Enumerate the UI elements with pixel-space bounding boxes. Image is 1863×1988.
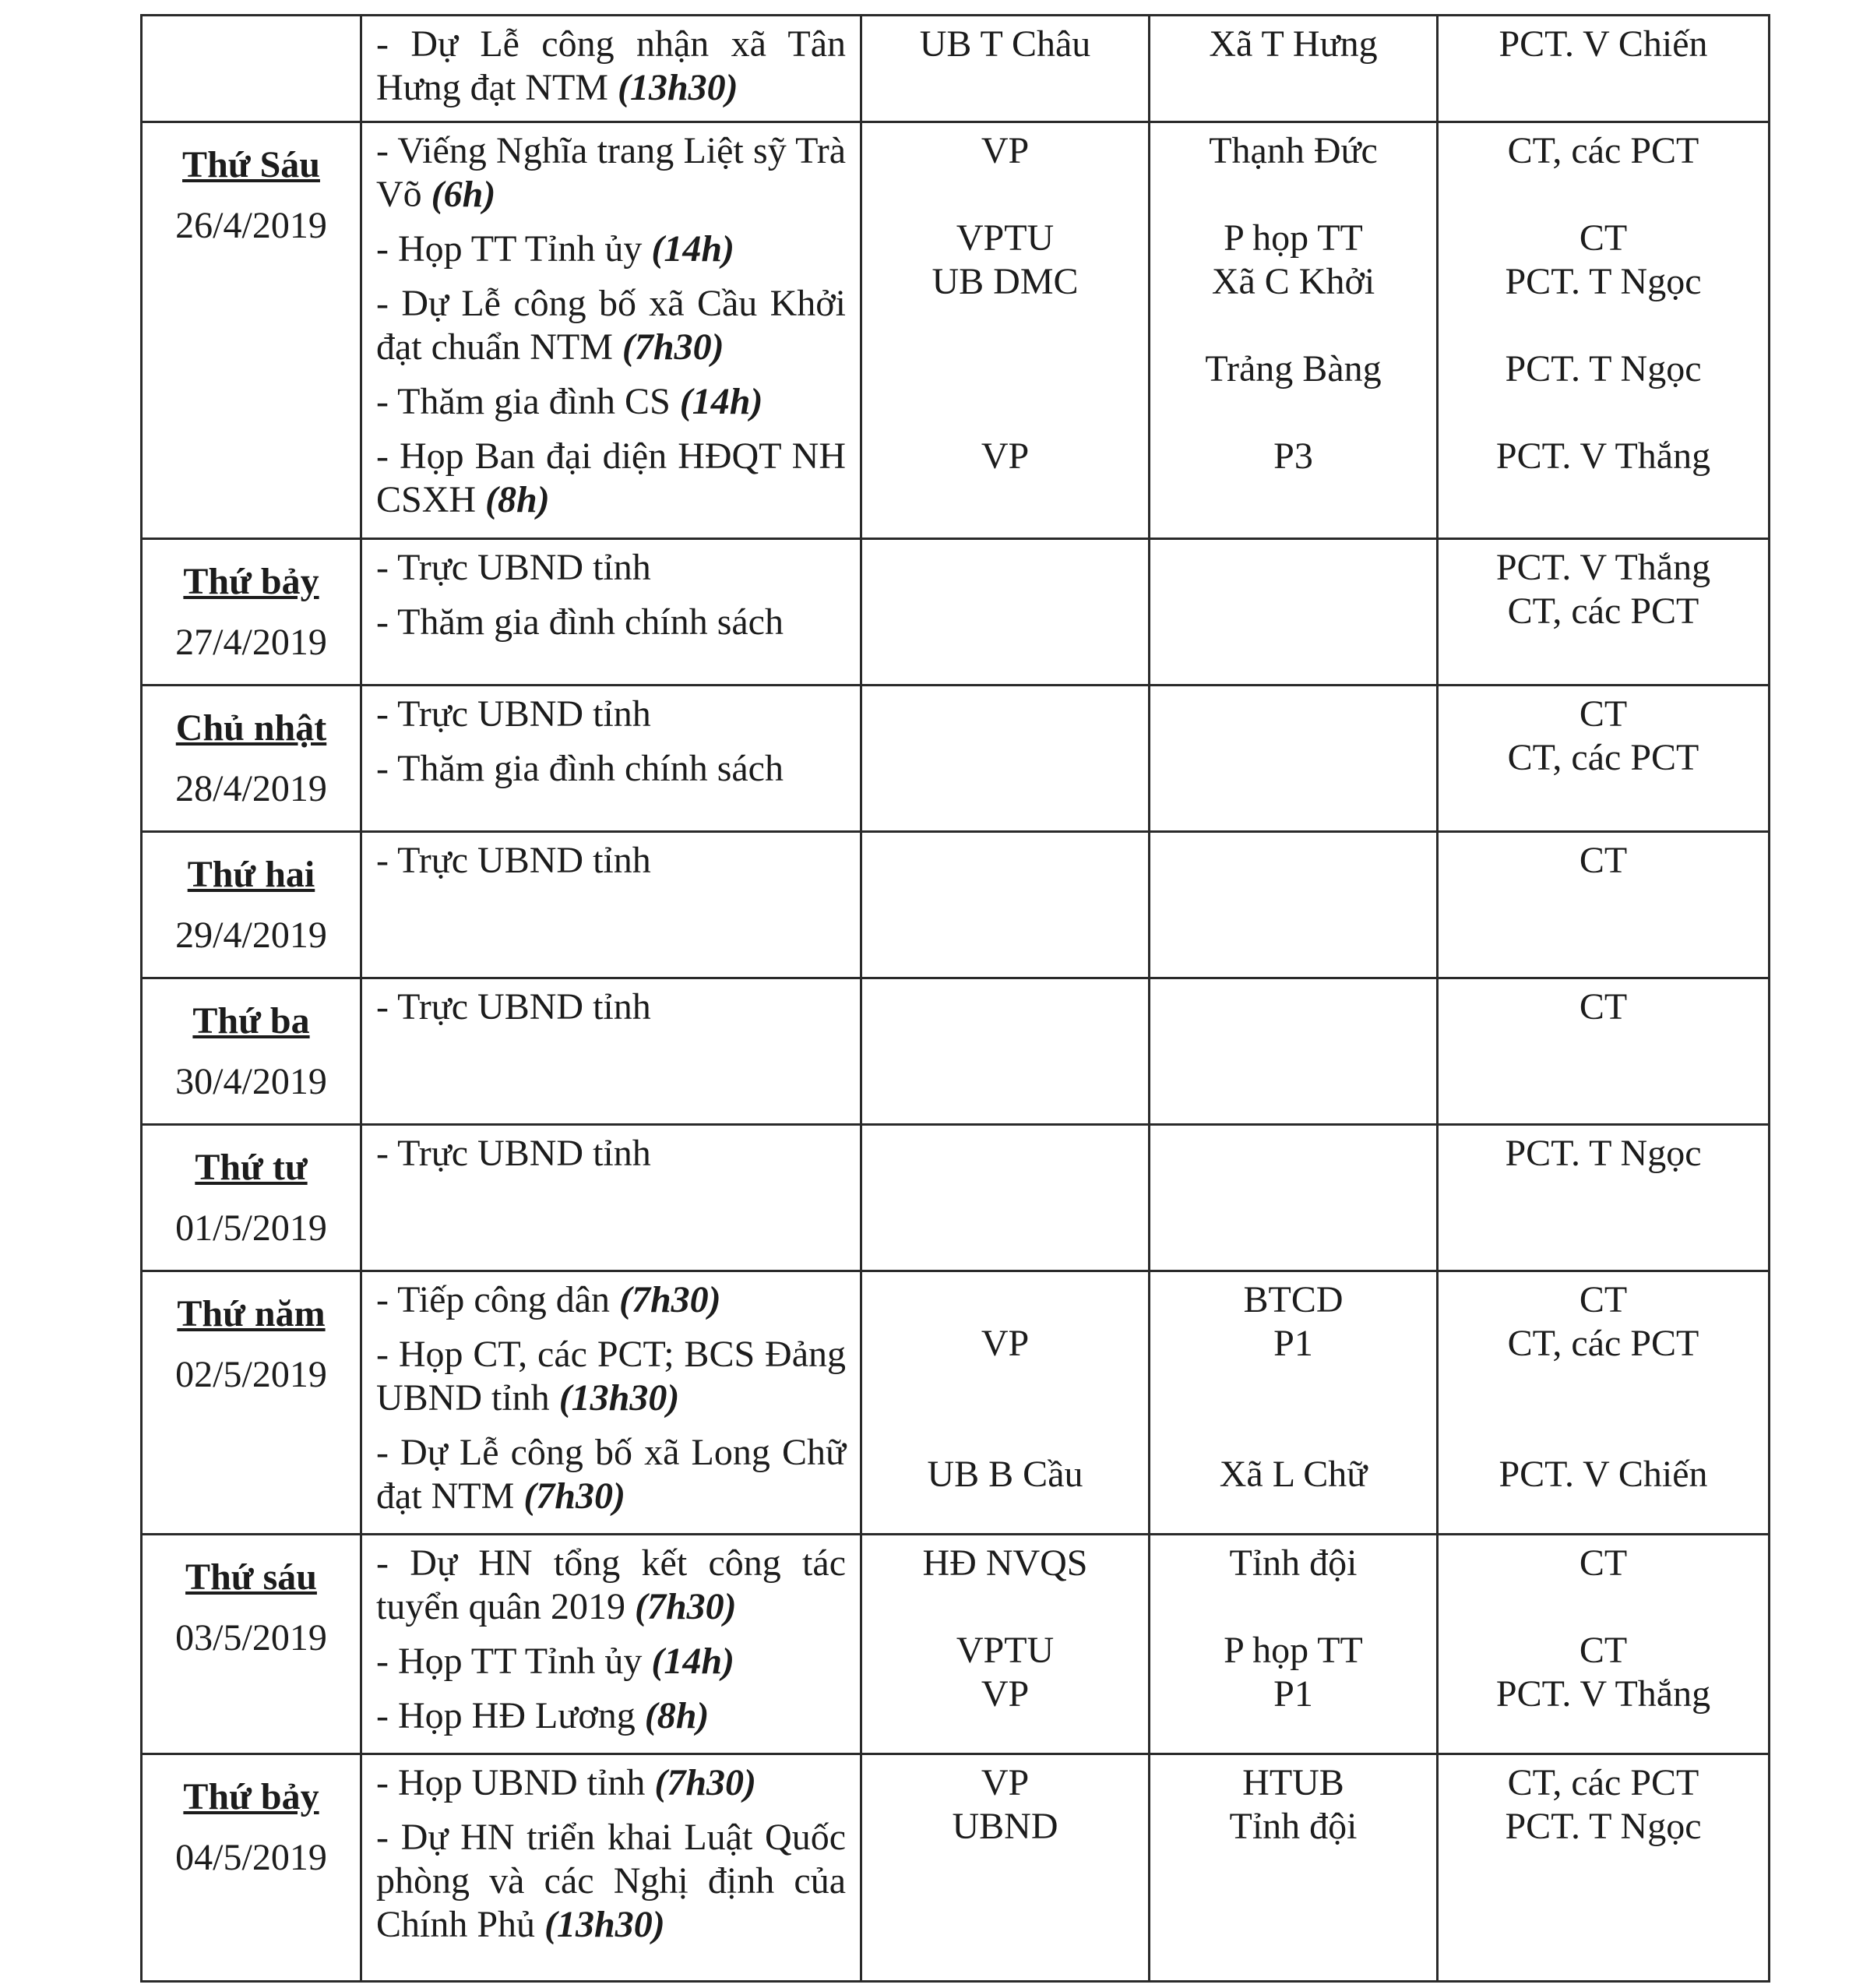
- preparing-cell: [861, 1754, 1150, 1982]
- activity-text: - Dự Lễ công bố xã Cầu Khởi đạt chuẩn NTM: [376, 283, 846, 368]
- activities-cell: [361, 16, 861, 122]
- schedule-table: [140, 14, 1770, 1983]
- preparing-unit: VP: [981, 1323, 1030, 1364]
- activity-item: [376, 1640, 846, 1683]
- activity-item: [376, 282, 846, 369]
- spacer: [876, 1278, 1134, 1322]
- leader-cell: [1438, 1125, 1770, 1271]
- leader-cell: [1438, 16, 1770, 122]
- leader-name: PCT. V Thắng: [1495, 1673, 1711, 1715]
- activities-cell: [361, 1271, 861, 1535]
- activity-time: (13h30): [617, 67, 738, 108]
- activity-item: [376, 985, 846, 1029]
- preparing-unit: UB DMC: [932, 261, 1079, 302]
- activity-time: (14h): [679, 381, 763, 422]
- location-name: Thạnh Đức: [1209, 130, 1378, 171]
- activity-item: [376, 601, 846, 644]
- preparing-unit: UB T Châu: [919, 23, 1091, 65]
- activity-item: [376, 1132, 846, 1176]
- activity-text: - Trực UBND tỉnh: [376, 547, 651, 588]
- spacer: [1164, 304, 1422, 347]
- schedule-row: [142, 16, 1770, 122]
- leader-cell: [1438, 832, 1770, 978]
- preparing-cell: [861, 686, 1150, 832]
- spacer: [876, 1409, 1134, 1453]
- spacer: [876, 173, 1134, 217]
- activity-text: - Thăm gia đình chính sách: [376, 748, 784, 789]
- leader-name: CT: [1579, 1279, 1628, 1320]
- activities-cell: [361, 1125, 861, 1271]
- preparing-unit: VPTU: [956, 1630, 1055, 1671]
- day-date: 30/4/2019: [175, 1061, 327, 1102]
- preparing-cell: [861, 1125, 1150, 1271]
- activity-item: [376, 839, 846, 883]
- location-cell: [1150, 122, 1438, 539]
- day-name: Thứ bảy: [183, 1776, 319, 1817]
- day-cell: [142, 832, 361, 978]
- leader-cell: [1438, 539, 1770, 686]
- day-cell: [142, 978, 361, 1125]
- activity-text: - Trực UBND tỉnh: [376, 1133, 651, 1174]
- leader-name: PCT. T Ngọc: [1505, 261, 1702, 302]
- activity-text: - Dự HN tổng kết công tác tuyển quân 2019: [376, 1542, 846, 1627]
- activity-item: [376, 1333, 846, 1420]
- day-date: 03/5/2019: [175, 1617, 327, 1658]
- activity-item: [376, 1431, 846, 1518]
- location-name: HTUB: [1242, 1762, 1344, 1803]
- activity-item: [376, 23, 846, 110]
- day-cell: [142, 1754, 361, 1982]
- leader-name: PCT. V Chiến: [1498, 1454, 1708, 1495]
- spacer: [1453, 1366, 1754, 1409]
- day-date: 01/5/2019: [175, 1207, 327, 1249]
- day-name: Thứ Sáu: [182, 144, 320, 185]
- day-name: Thứ sáu: [185, 1556, 317, 1598]
- activity-time: (7h30): [619, 1279, 721, 1320]
- leader-name: PCT. V Thắng: [1495, 435, 1711, 477]
- spacer: [1453, 1585, 1754, 1629]
- activity-text: - Trực UBND tỉnh: [376, 986, 651, 1027]
- activity-text: - Họp CT, các PCT; BCS Đảng UBND tỉnh: [376, 1334, 846, 1419]
- activities-cell: [361, 1535, 861, 1754]
- schedule-row: [142, 539, 1770, 686]
- location-cell: [1150, 686, 1438, 832]
- location-cell: [1150, 16, 1438, 122]
- activity-item: [376, 129, 846, 217]
- day-cell: [142, 539, 361, 686]
- spacer: [876, 1585, 1134, 1629]
- activity-text: - Viếng Nghĩa trang Liệt sỹ Trà Võ: [376, 130, 846, 215]
- activity-item: [376, 380, 846, 424]
- location-name: P1: [1273, 1323, 1313, 1364]
- leader-name: CT: [1579, 217, 1628, 259]
- spacer: [1164, 1366, 1422, 1409]
- schedule-row: [142, 1535, 1770, 1754]
- preparing-cell: [861, 539, 1150, 686]
- activity-text: - Tiếp công dân: [376, 1279, 610, 1320]
- activity-text: - Dự Lễ công nhận xã Tân Hưng đạt NTM: [376, 23, 846, 108]
- location-name: P3: [1273, 435, 1313, 477]
- day-cell: [142, 16, 361, 122]
- activity-time: (13h30): [544, 1904, 665, 1945]
- day-name: Thứ hai: [187, 854, 315, 895]
- activity-text: - Dự HN triển khai Luật Quốc phòng và các Nghị định của Chính Phủ: [376, 1817, 846, 1945]
- preparing-unit: VP: [981, 130, 1030, 171]
- location-name: P họp TT: [1224, 217, 1363, 259]
- spacer: [1453, 304, 1754, 347]
- leader-cell: [1438, 1271, 1770, 1535]
- day-name: Thứ bảy: [183, 561, 319, 602]
- spacer: [876, 1366, 1134, 1409]
- spacer: [1164, 1585, 1422, 1629]
- activity-text: - Họp TT Tỉnh ủy: [376, 228, 643, 270]
- leader-name: CT, các PCT: [1507, 1323, 1699, 1364]
- day-cell: [142, 686, 361, 832]
- activity-text: - Thăm gia đình chính sách: [376, 601, 784, 643]
- schedule-row: [142, 122, 1770, 539]
- location-name: P họp TT: [1224, 1630, 1363, 1671]
- spacer: [876, 391, 1134, 435]
- spacer: [1164, 391, 1422, 435]
- day-date: 28/4/2019: [175, 768, 327, 809]
- activity-time: (13h30): [558, 1377, 680, 1419]
- leader-name: CT: [1579, 1630, 1628, 1671]
- activity-time: (8h): [644, 1695, 710, 1736]
- activity-item: [376, 1278, 846, 1322]
- leader-cell: [1438, 1754, 1770, 1982]
- activity-time: (7h30): [523, 1475, 625, 1517]
- spacer: [876, 304, 1134, 347]
- leader-name: CT: [1579, 986, 1628, 1027]
- activity-text: - Họp Ban đại diện HĐQT NH CSXH: [376, 435, 846, 520]
- day-date: 27/4/2019: [175, 622, 327, 663]
- spacer: [1164, 1409, 1422, 1453]
- activity-item: [376, 1816, 846, 1947]
- day-date: 29/4/2019: [175, 915, 327, 956]
- day-cell: [142, 1271, 361, 1535]
- preparing-unit: VP: [981, 435, 1030, 477]
- location-cell: [1150, 539, 1438, 686]
- preparing-cell: [861, 978, 1150, 1125]
- day-date: 02/5/2019: [175, 1354, 327, 1395]
- location-cell: [1150, 1271, 1438, 1535]
- preparing-unit: VP: [981, 1762, 1030, 1803]
- location-cell: [1150, 978, 1438, 1125]
- activities-cell: [361, 832, 861, 978]
- spacer: [1164, 173, 1422, 217]
- preparing-unit: VPTU: [956, 217, 1055, 259]
- leader-name: CT, các PCT: [1507, 590, 1699, 632]
- activity-text: - Họp UBND tỉnh: [376, 1762, 646, 1803]
- schedule-row: [142, 1271, 1770, 1535]
- preparing-cell: [861, 832, 1150, 978]
- leader-name: PCT. V Chiến: [1498, 23, 1708, 65]
- activities-cell: [361, 686, 861, 832]
- activity-item: [376, 747, 846, 791]
- activities-cell: [361, 122, 861, 539]
- location-name: Xã L Chữ: [1219, 1454, 1368, 1495]
- activity-time: (6h): [431, 174, 496, 215]
- activity-text: - Trực UBND tỉnh: [376, 840, 651, 881]
- leader-name: CT: [1579, 693, 1628, 735]
- day-cell: [142, 1125, 361, 1271]
- activity-text: - Dự Lễ công bố xã Long Chữ đạt NTM: [376, 1432, 846, 1517]
- leader-name: PCT. T Ngọc: [1505, 1806, 1702, 1847]
- leader-name: CT: [1579, 1542, 1628, 1584]
- activity-item: [376, 1694, 846, 1738]
- location-name: Trảng Bàng: [1205, 348, 1382, 389]
- activity-item: [376, 435, 846, 522]
- leader-name: CT, các PCT: [1507, 737, 1699, 778]
- activities-cell: [361, 539, 861, 686]
- activity-time: (8h): [485, 479, 550, 520]
- leader-cell: [1438, 686, 1770, 832]
- activity-item: [376, 693, 846, 736]
- day-name: Thứ năm: [177, 1293, 326, 1334]
- location-cell: [1150, 1125, 1438, 1271]
- schedule-row: [142, 1754, 1770, 1982]
- activity-time: (14h): [651, 1641, 735, 1682]
- activities-cell: [361, 1754, 861, 1982]
- leader-cell: [1438, 978, 1770, 1125]
- activities-cell: [361, 978, 861, 1125]
- activity-item: [376, 546, 846, 590]
- activity-text: - Họp HĐ Lương: [376, 1695, 636, 1736]
- location-cell: [1150, 1535, 1438, 1754]
- spacer: [1453, 173, 1754, 217]
- spacer: [1453, 1409, 1754, 1453]
- leader-cell: [1438, 122, 1770, 539]
- preparing-cell: [861, 122, 1150, 539]
- leader-name: PCT. T Ngọc: [1505, 1133, 1702, 1174]
- preparing-cell: [861, 16, 1150, 122]
- leader-name: CT, các PCT: [1507, 130, 1699, 171]
- leader-name: PCT. V Thắng: [1495, 547, 1711, 588]
- leader-cell: [1438, 1535, 1770, 1754]
- spacer: [1453, 391, 1754, 435]
- location-name: Tỉnh đội: [1229, 1806, 1358, 1847]
- schedule-row: [142, 978, 1770, 1125]
- preparing-unit: UB B Cầu: [927, 1454, 1083, 1495]
- day-date: 26/4/2019: [175, 205, 327, 246]
- activity-time: (14h): [651, 228, 735, 270]
- activity-time: (7h30): [634, 1586, 737, 1627]
- day-name: Thứ tư: [195, 1147, 308, 1188]
- preparing-unit: HĐ NVQS: [922, 1542, 1088, 1584]
- preparing-cell: [861, 1535, 1150, 1754]
- activity-text: - Trực UBND tỉnh: [376, 693, 651, 735]
- location-name: P1: [1273, 1673, 1313, 1715]
- activity-text: - Họp TT Tỉnh ủy: [376, 1641, 643, 1682]
- day-date: 04/5/2019: [175, 1837, 327, 1878]
- activity-time: (7h30): [654, 1762, 756, 1803]
- location-cell: [1150, 1754, 1438, 1982]
- location-cell: [1150, 832, 1438, 978]
- schedule-row: [142, 832, 1770, 978]
- leader-name: CT, các PCT: [1507, 1762, 1699, 1803]
- activity-item: [376, 227, 846, 271]
- leader-name: CT: [1579, 840, 1628, 881]
- location-name: Xã T Hưng: [1209, 23, 1378, 65]
- spacer: [876, 347, 1134, 391]
- schedule-row: [142, 686, 1770, 832]
- schedule-row: [142, 1125, 1770, 1271]
- activity-text: - Thăm gia đình CS: [376, 381, 671, 422]
- day-name: Chủ nhật: [175, 707, 327, 749]
- preparing-cell: [861, 1271, 1150, 1535]
- schedule-body: [142, 16, 1770, 1982]
- activity-item: [376, 1542, 846, 1629]
- activity-time: (7h30): [622, 326, 724, 368]
- location-name: BTCD: [1243, 1279, 1344, 1320]
- preparing-unit: UBND: [952, 1806, 1058, 1847]
- location-name: Xã C Khởi: [1211, 261, 1375, 302]
- day-cell: [142, 1535, 361, 1754]
- day-name: Thứ ba: [192, 1000, 310, 1042]
- location-name: Tỉnh đội: [1229, 1542, 1358, 1584]
- leader-name: PCT. T Ngọc: [1505, 348, 1702, 389]
- preparing-unit: VP: [981, 1673, 1030, 1715]
- activity-item: [376, 1761, 846, 1805]
- day-cell: [142, 122, 361, 539]
